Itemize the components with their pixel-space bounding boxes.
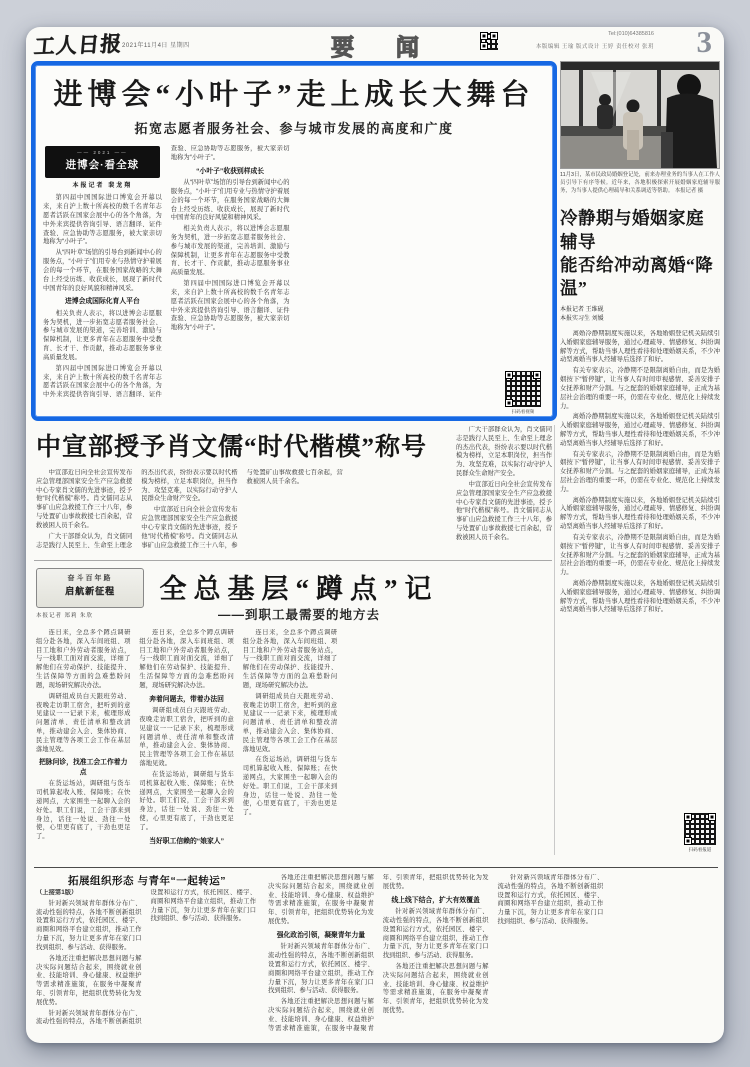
body-text: 在货运场站，调研组与货车司机算起收入账、保障账；在快递网点，大家围坐一起聊入会的好处。职工们说，工会干部来到身边，话往一处说、劲往一处使，心里更有底了，干劲也更足了。	[139, 770, 234, 831]
body-text: 针对新兴领域青年群体分布广、流动性强的特点，各地不断创新组织设置和运行方式，依托园区、楼宇、商圈和网络平台建立组织，推动工作力量下沉，努力让更多青年在家门口找到组织、参与活动、获得服务。	[36, 899, 142, 951]
bottom-subhead-1: 强化政治引领，凝聚青年力量	[276, 931, 366, 939]
lead-article-highlight-box	[31, 61, 557, 421]
dundian-byline: 本报记者 郑莉 朱欣	[36, 613, 94, 619]
lead-subhead-2: “小叶子”收获别样成长	[196, 167, 265, 175]
lead-subhead-1: 进博会成国际化育人平台	[64, 298, 140, 306]
dundian-subhead-3: 当好职工信赖的“娘家人”	[149, 837, 224, 845]
body-text: 离婚冷静期制度实施以来，各地婚姻登记机关陆续引入婚姻家庭辅导服务，通过心理疏导、情感修复、纠纷调解等方式，帮助当事人理性看待和处理婚姻关系，不少冲动型离婚当事人经辅导后选择了和好。	[560, 579, 720, 614]
section-title: 要 闻	[331, 35, 437, 60]
series-logo-main: 启航新征程	[64, 586, 115, 596]
body-text: 相关负责人表示，将以进博会志愿服务为契机，进一步拓宽志愿者服务社会、参与城市发展的渠道，完善培训、激励与保障机制，让更多青年在志愿服务中受教育、长才干、作贡献，推动志愿服务事业高质量发展。	[170, 225, 290, 277]
rail-byline-1: 本报记者 王维砚	[560, 306, 604, 313]
shidai-headline: 中宣部授予肖文儒“时代楷模”称号	[36, 434, 428, 461]
series-label-top: —— 2021 ——	[77, 150, 128, 155]
body-text: 连日来，全总多个蹲点调研组分赴各地，深入车间班组、项目工地和户外劳动者服务站点，与一线职工面对面交流，详细了解他们在劳动保护、技能提升、生活保障等方面的急难愁盼问题，现场研究解决办法。	[36, 629, 131, 689]
header-right	[514, 24, 714, 59]
body-text: 调研组成员白天跟班劳动、夜晚走访职工宿舍，把听到的意见建议一一记录下来，梳理形成问题清单、责任清单和整改清单，推动建会入会、集体协商、民主管理等各项工会工作在基层落地见效。	[242, 692, 338, 753]
rail-qr-caption: 扫码看报道	[688, 847, 712, 852]
contact-line: Tel:(010)64385816	[608, 31, 654, 37]
body-text: 离婚冷静期制度实施以来，各地婚姻登记机关陆续引入婚姻家庭辅导服务，通过心理疏导、情感修复、纠纷调解等方式，帮助当事人理性看待和处理婚姻关系，不少冲动型离婚当事人经辅导后选择了和好。	[560, 330, 720, 364]
rail-headline-line1: 冷静期与婚姻家庭辅导	[560, 208, 704, 252]
dundian-headline: 全总基层“蹲点”记	[159, 574, 439, 604]
page-number: 3	[696, 24, 712, 59]
bottom-right-columns	[268, 874, 718, 1035]
bottom-section-rule	[34, 867, 718, 868]
body-text: 连日来，全总多个蹲点调研组分赴各地，深入车间班组、项目工地和户外劳动者服务站点，与一线职工面对面交流，详细了解他们在劳动保护、技能提升、生活保障等方面的急难愁盼问题，现场研究解决办法。	[139, 629, 234, 689]
shidai-side-column	[456, 426, 552, 555]
rail-byline	[560, 306, 720, 325]
body-text: 在货运场站，调研组与货车司机算起收入账、保障账；在快递网点，大家围坐一起聊入会的好处。职工们说，工会干部来到身边，话往一处说、劲往一处使，心里更有底了，干劲也更足了。	[242, 756, 338, 817]
bottom-headline: 拓展组织形态 与青年“一起转运”	[68, 875, 226, 887]
body-text: 离婚冷静期制度实施以来，各地婚姻登记机关陆续引入婚姻家庭辅导服务，通过心理疏导、情感修复、纠纷调解等方式，帮助当事人理性看待和处理婚姻关系，不少冲动型离婚当事人经辅导后选择了和好。	[560, 496, 720, 531]
dundian-series-logo	[36, 568, 144, 608]
rail-body	[560, 330, 720, 828]
dundian-body-columns	[36, 629, 544, 857]
body-text: 各地还注重把解决思想问题与解决实际问题结合起来，围绕就业创业、技能培训、身心健康、权益维护等需求精准施策，在服务中凝聚青年、引领青年，把组织优势转化为发展优势。	[268, 874, 374, 926]
body-text: 调研组成员白天跟班劳动、夜晚走访职工宿舍，把听到的意见建议一一记录下来，梳理形成问题清单、责任清单和整改清单，推动建会入会、集体协商、民主管理等各项工会工作在基层落地见效。	[139, 707, 234, 768]
lead-subtitle: 拓宽志愿者服务社会、参与城市发展的高度和广度	[134, 121, 454, 136]
masthead-logo: 工人日报	[32, 30, 124, 59]
shidai-body-columns	[36, 469, 448, 555]
masthead-qr-icon	[480, 32, 498, 50]
body-text: 中宣部近日向全社会宣传发布应急管理部国家安全生产应急救援中心专家肖文儒的先进事迹，授予他“时代楷模”称号。肖文儒同志从事矿山应急救援工作三十八年，参与处置矿山事故救援七百余起，营救被困人员千余名。	[141, 469, 343, 549]
newspaper-page	[26, 24, 724, 1043]
lead-qr-code	[505, 371, 541, 407]
dundian-subtitle: ——到职工最需要的地方去	[217, 608, 380, 622]
bottom-subhead-2: 线上线下结合，扩大有效覆盖	[391, 896, 480, 904]
lead-body-columns	[43, 145, 545, 403]
body-text: 从“四叶草”场馆的引导台到新闻中心的服务点，“小叶子”们用专业与热情守护着展会的每一个环节，在服务国家战略的大舞台上经受历练、收获成长，展现了新时代中国青年的良好风貌和精神风采。	[43, 249, 162, 292]
dundian-subhead-1: 把脉问诊，找准工会工作着力点	[39, 759, 128, 776]
body-text: 有关专家表示，冷静期不是限制离婚自由，而是为婚姻按下“暂停键”，让当事人有时间审视感情、妥善安排子女抚养和财产分割。与之配套的婚姻家庭辅导，正成为基层社会治理的重要一环，仍需在专业化、规范化上持续发力。	[560, 367, 720, 410]
body-text: 各地还注重把解决思想问题与解决实际问题结合起来，围绕就业创业、技能培训、身心健康、权益维护等需求精准施策，在服务中凝聚青年、引领青年，把组织优势转化为发展优势。	[382, 963, 489, 1015]
body-text: 针对新兴领域青年群体分布广、流动性强的特点，各地不断创新组织设置和运行方式，依托园区、楼宇、商圈和网络平台建立组织，推动工作力量下沉，努力让更多青年在家门口找到组织、参与活动、获得服务。	[36, 889, 256, 1026]
lead-series-label	[45, 146, 160, 178]
body-text: 针对新兴领域青年群体分布广、流动性强的特点，各地不断创新组织设置和运行方式，依托园区、楼宇、商圈和网络平台建立组织，推动工作力量下沉，努力让更多青年在家门口找到组织、参与活动、获得服务。	[382, 908, 489, 960]
photo-caption: 11月3日，某市民政局婚姻登记处，前来办理业务的当事人在工作人员引导下有序等候。近年来，各地积极探索开展婚姻家庭辅导服务，为当事人提供心理疏导和关系调适等帮助。 本报记者 摄	[560, 172, 720, 194]
body-text: 中宣部近日向全社会宣传发布应急管理部国家安全生产应急救援中心专家肖文儒的先进事迹，授予他“时代楷模”称号。肖文儒同志从事矿山应急救援工作三十八年，参与处置矿山事故救援七百余起，营救被困人员千余名。	[456, 480, 552, 541]
section-divider	[34, 560, 552, 561]
body-text: 在货运场站，调研组与货车司机算起收入账、保障账；在快递网点，大家围坐一起聊入会的好处。职工们说，工会干部来到身边，话往一处说、劲往一处使，心里更有底了，干劲也更足了。	[36, 780, 131, 841]
body-text: 有关专家表示，冷静期不是限制离婚自由，而是为婚姻按下“暂停键”，让当事人有时间审视感情、妥善安排子女抚养和财产分割。与之配套的婚姻家庭辅导，正成为基层社会治理的重要一环，仍需在专业化、规范化上持续发力。	[560, 533, 720, 577]
body-text: 第四届中国国际进口博览会开幕以来，来自沪上数十所高校的数千名青年志愿者活跃在国家会展中心的各个角落，为中外来宾提供咨询引导、语言翻译、证件查验、应急协助等志愿服务，被大家亲切地称为“小叶子”。	[43, 145, 290, 399]
date-line: 2021年11月4日 星期四	[122, 43, 190, 49]
body-text: 离婚冷静期制度实施以来，各地婚姻登记机关陆续引入婚姻家庭辅导服务，通过心理疏导、情感修复、纠纷调解等方式，帮助当事人理性看待和处理婚姻关系，不少冲动型离婚当事人经辅导后选择了和好。	[560, 413, 720, 447]
body-text: 针对新兴领域青年群体分布广、流动性强的特点，各地不断创新组织设置和运行方式，依托园区、楼宇、商圈和网络平台建立组织，推动工作力量下沉，努力让更多青年在家门口找到组织、参与活动、获得服务。	[497, 874, 604, 926]
body-text: 各地还注重把解决思想问题与解决实际问题结合起来，围绕就业创业、技能培训、身心健康、权益维护等需求精准施策，在服务中凝聚青年、引领青年，把组织优势转化为发展优势。	[36, 954, 142, 1006]
rail-headline-line2: 能否给冲动离婚“降温”	[560, 254, 714, 298]
body-text: 调研组成员白天跟班劳动、夜晚走访职工宿舍，把听到的意见建议一一记录下来，梳理形成问题清单、责任清单和整改清单，推动建会入会、集体协商、民主管理等各项工会工作在基层落地见效。	[36, 692, 131, 753]
body-text: 中宣部近日向全社会宣传发布应急管理部国家安全生产应急救援中心专家肖文儒的先进事迹，授予他“时代楷模”称号。肖文儒同志从事矿山应急救援工作三十八年，参与处置矿山事故救援七百余起，营救被困人员千余名。	[36, 469, 133, 529]
right-rail-article	[560, 61, 720, 852]
body-text: 从“四叶草”场馆的引导台到新闻中心的服务点，“小叶子”们用专业与热情守护着展会的每一个环节，在服务国家战略的大舞台上经受历练、收获成长，展现了新时代中国青年的良好风貌和精神风采。	[170, 179, 290, 222]
column-rule	[554, 425, 555, 855]
body-text: 第四届中国国际进口博览会开幕以来，来自沪上数十所高校的数千名青年志愿者活跃在国家会展中心的各个角落，为中外来宾提供咨询引导、语言翻译、证件查验、应急协助等志愿服务，被大家亲切地称为“小叶子”。	[43, 194, 162, 246]
dundian-subhead-2: 奔着问题去，带着办法回	[149, 695, 224, 703]
series-logo-top: 奋斗百年路	[67, 575, 113, 582]
body-text: 相关负责人表示，将以进博会志愿服务为契机，进一步拓宽志愿者服务社会、参与城市发展的渠道，完善培训、激励与保障机制，让更多青年在志愿服务中受教育、长才干、作贡献，推动志愿服务事业高质量发展。	[43, 309, 162, 361]
body-text: 广大干部群众认为，肖文儒同志是践行人民至上、生命至上理念的杰出代表，纷纷表示要以时代楷模为榜样，立足本职岗位，担当作为、攻坚克难，以实际行动守护人民群众生命财产安全。	[456, 426, 552, 478]
lead-headline: 进博会“小叶子”走上成长大舞台	[53, 79, 535, 111]
bottom-left-columns	[36, 889, 256, 1035]
lead-qr-caption: 扫码看视频	[511, 409, 535, 414]
page-header	[26, 24, 724, 60]
body-text: 针对新兴领域青年群体分布广、流动性强的特点，各地不断创新组织设置和运行方式，依托园区、楼宇、商圈和网络平台建立组织，推动工作力量下沉，努力让更多青年在家门口找到组织、参与活动、获得服务。	[268, 943, 374, 995]
body-text: 各地还注重把解决思想问题与解决实际问题结合起来，围绕就业创业、技能培训、身心健康、权益维护等需求精准施策，在服务中凝聚青年、引领青年，把组织优势转化为发展优势。	[268, 874, 489, 1032]
continued-from-note: （上接第1版）	[36, 889, 78, 896]
body-text: 连日来，全总多个蹲点调研组分赴各地，深入车间班组、项目工地和户外劳动者服务站点，与一线职工面对面交流，详细了解他们在劳动保护、技能提升、生活保障等方面的急难愁盼问题，现场研究解决办法。	[242, 629, 338, 689]
editors-line: 本版编辑 王瑜 版式设计 王婷 责任校对 张玥	[535, 44, 654, 50]
rail-headline	[560, 207, 720, 299]
body-text: 第四届中国国际进口博览会开幕以来，来自沪上数十所高校的数千名青年志愿者活跃在国家会展中心的各个角落，为中外来宾提供咨询引导、语言翻译、证件查验、应急协助等志愿服务，被大家亲切地称为“小叶子”。	[170, 280, 290, 332]
news-photo	[560, 61, 720, 169]
body-text: 广大干部群众认为，肖文儒同志是践行人民至上、生命至上理念的杰出代表，纷纷表示要以时代楷模为榜样，立足本职岗位，担当作为、攻坚克难，以实际行动守护人民群众生命财产安全。	[36, 469, 238, 549]
series-label-main: 进博会·看全球	[65, 159, 140, 172]
rail-byline-2: 本报实习生 刘媛	[560, 316, 604, 323]
rail-qr-code	[684, 813, 716, 845]
lead-byline: 本报记者 裴龙翔	[72, 182, 133, 189]
body-text: 有关专家表示，冷静期不是限制离婚自由，而是为婚姻按下“暂停键”，让当事人有时间审视感情、妥善安排子女抚养和财产分割。与之配套的婚姻家庭辅导，正成为基层社会治理的重要一环，仍需在专业化、规范化上持续发力。	[560, 450, 720, 493]
